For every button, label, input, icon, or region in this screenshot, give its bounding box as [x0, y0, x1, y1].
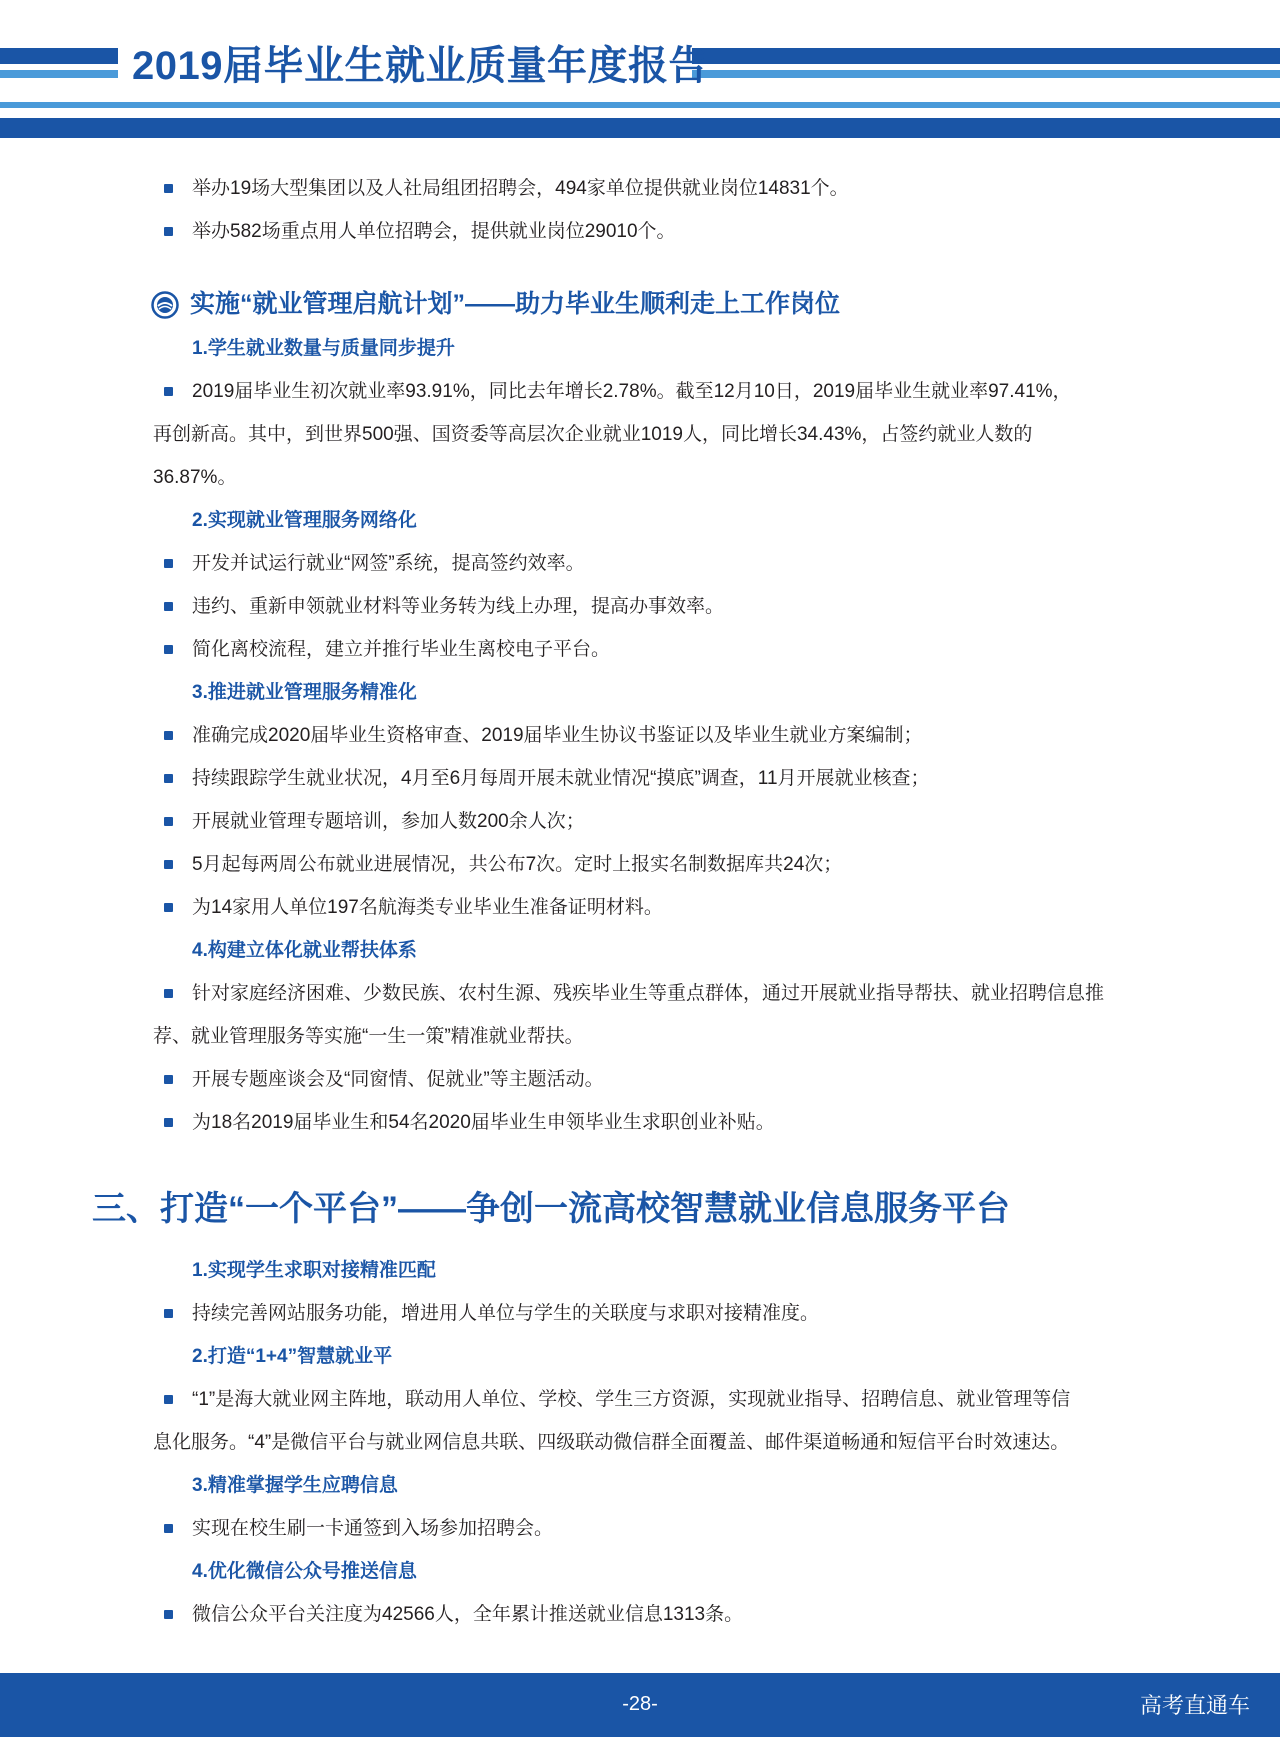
page-footer	[0, 1673, 1280, 1737]
bullet-icon	[164, 1075, 173, 1084]
list-item: 持续完善网站服务功能，增进用人单位与学生的关联度与求职对接精准度。	[192, 1303, 820, 1324]
subsection-heading: 4.构建立体化就业帮扶体系	[192, 940, 417, 961]
header-stripe-full-light	[0, 102, 1280, 108]
page-header	[0, 0, 1280, 140]
paragraph-line: “1”是海大就业网主阵地，联动用人单位、学校、学生三方资源，实现就业指导、招聘信息、就业管理等信	[192, 1389, 1071, 1410]
major-section-title: 三、打造“一个平台”——争创一流高校智慧就业信息服务平台	[92, 1190, 1010, 1228]
header-stripe-left-mid	[0, 70, 118, 78]
subsection-heading: 3.推进就业管理服务精准化	[192, 682, 417, 703]
list-item: 持续跟踪学生就业状况，4月至6月每周开展未就业情况“摸底”调查，11月开展就业核查；	[192, 768, 930, 789]
paragraph-line: 荐、就业管理服务等实施“一生一策”精准就业帮扶。	[153, 1026, 584, 1047]
bullet-icon	[164, 602, 173, 611]
subsection-heading: 1.学生就业数量与质量同步提升	[192, 338, 455, 359]
bullet-icon	[164, 559, 173, 568]
bullet-icon	[164, 645, 173, 654]
section-title: 实施“就业管理启航计划”——助力毕业生顺利走上工作岗位	[190, 290, 841, 318]
bullet-icon	[164, 1395, 173, 1404]
list-item: 实现在校生刷一卡通签到入场参加招聘会。	[192, 1518, 554, 1539]
list-item: 准确完成2020届毕业生资格审查、2019届毕业生协议书鉴证以及毕业生就业方案编制；	[192, 725, 923, 746]
paragraph-line: 息化服务。“4”是微信平台与就业网信息共联、四级联动微信群全面覆盖、邮件渠道畅通和短信平台时效速达。	[153, 1432, 1070, 1453]
subsection-heading: 3.精准掌握学生应聘信息	[192, 1475, 398, 1496]
list-item: 举办582场重点用人单位招聘会，提供就业岗位29010个。	[192, 221, 676, 242]
paragraph-line: 针对家庭经济困难、少数民族、农村生源、残疾毕业生等重点群体，通过开展就业指导帮扶、就业招聘信息推	[192, 983, 1105, 1004]
subsection-heading: 2.实现就业管理服务网络化	[192, 510, 417, 531]
header-stripe-right-mid	[692, 70, 1280, 78]
list-item: 违约、重新申领就业材料等业务转为线上办理，提高办事效率。	[192, 596, 725, 617]
header-stripe-full-dark	[0, 118, 1280, 138]
subsection-heading: 2.打造“1+4”智慧就业平	[192, 1346, 393, 1367]
list-item: 开展专题座谈会及“同窗情、促就业”等主题活动。	[192, 1069, 604, 1090]
bullet-icon	[164, 817, 173, 826]
header-stripe-left-top	[0, 48, 118, 64]
header-stripe-right-top	[692, 48, 1280, 64]
bullet-icon	[164, 1309, 173, 1318]
list-item: 简化离校流程，建立并推行毕业生离校电子平台。	[192, 639, 611, 660]
page-number: -28-	[622, 1693, 658, 1715]
list-item: 开展就业管理专题培训，参加人数200余人次；	[192, 811, 585, 832]
emblem-icon	[151, 291, 179, 319]
bullet-icon	[164, 184, 173, 193]
bullet-icon	[164, 774, 173, 783]
bullet-icon	[164, 1610, 173, 1619]
bullet-icon	[164, 1118, 173, 1127]
list-item: 为18名2019届毕业生和54名2020届毕业生申领毕业生求职创业补贴。	[192, 1112, 775, 1133]
subsection-heading: 4.优化微信公众号推送信息	[192, 1561, 417, 1582]
bullet-icon	[164, 731, 173, 740]
paragraph-line: 2019届毕业生初次就业率93.91%，同比去年增长2.78%。截至12月10日，2019届毕业生就业率97.41%，	[192, 381, 1072, 402]
footer-brand: 高考直通车	[1139, 1693, 1250, 1718]
paragraph-line: 再创新高。其中，到世界500强、国资委等高层次企业就业1019人，同比增长34.43%，占签约就业人数的	[153, 424, 1033, 445]
page-header-title: 2019届毕业生就业质量年度报告	[132, 44, 709, 88]
bullet-icon	[164, 227, 173, 236]
list-item: 5月起每两周公布就业进展情况，共公布7次。定时上报实名制数据库共24次；	[192, 854, 843, 875]
bullet-icon	[164, 903, 173, 912]
subsection-heading: 1.实现学生求职对接精准匹配	[192, 1260, 436, 1281]
bullet-icon	[164, 989, 173, 998]
list-item: 举办19场大型集团以及人社局组团招聘会，494家单位提供就业岗位14831个。	[192, 178, 849, 199]
list-item: 微信公众平台关注度为42566人，全年累计推送就业信息1313条。	[192, 1604, 744, 1625]
list-item: 开发并试运行就业“网签”系统，提高签约效率。	[192, 553, 585, 574]
bullet-icon	[164, 1524, 173, 1533]
bullet-icon	[164, 860, 173, 869]
bullet-icon	[164, 387, 173, 396]
list-item: 为14家用人单位197名航海类专业毕业生准备证明材料。	[192, 897, 663, 918]
paragraph-line: 36.87%。	[153, 467, 237, 488]
